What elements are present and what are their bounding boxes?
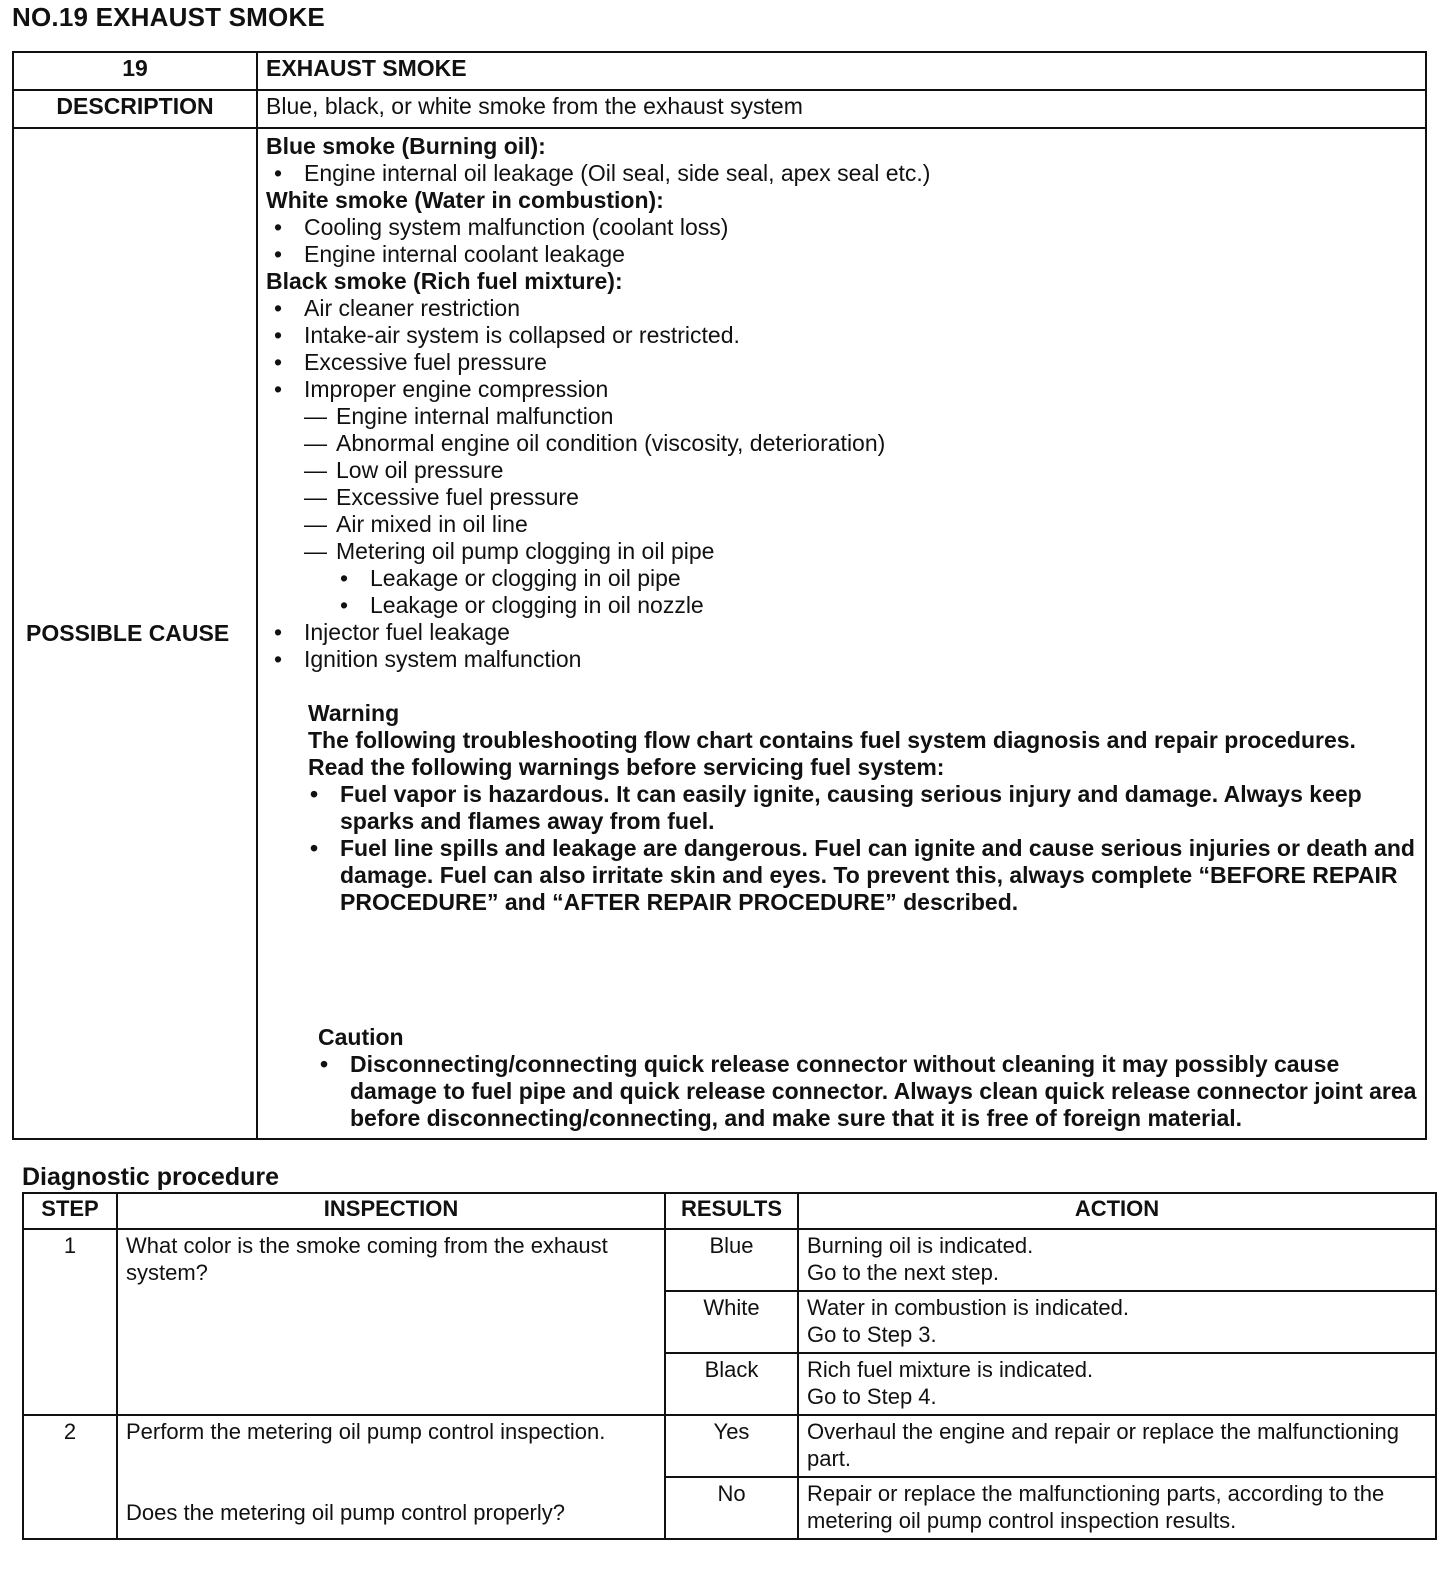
list-item: • Engine internal coolant leakage [266,241,1417,268]
action-line: Burning oil is indicated. [807,1233,1034,1258]
caution-item: • Disconnecting/connecting quick release connector without cleaning it may possibly cause damage to fuel pipe and quick release connector. Always clean quick release connector joint area before disconnecting/connecting, and make sure that it is free of foreign material. [318,1051,1417,1132]
list-item: • Engine internal oil leakage (Oil seal, side seal, apex seal etc.) [266,160,1417,187]
warning-block [308,700,1417,916]
list-item: • Excessive fuel pressure [266,349,1417,376]
warning-item: • Fuel line spills and leakage are dangerous. Fuel can ignite and cause serious injuries or death and damage. Fuel can also irritate skin and eyes. To prevent this, always complete “BEFORE REPAIR PROCEDURE” and “AFTER REPAIR PROCEDURE” described. [308,835,1417,916]
warning-intro: The following troubleshooting flow chart contains fuel system diagnosis and repair procedures. Read the following warnings before servicing fuel system: [308,727,1356,780]
step-number: 1 [23,1229,117,1415]
action-line: Go to the next step. [807,1260,1000,1285]
warning-title: Warning [308,700,400,726]
step-header: STEP [23,1193,117,1229]
action-cell: Repair or replace the malfunctioning parts, according to the metering oil pump control inspection results. [798,1477,1436,1539]
warning-list [308,781,1417,916]
black-smoke-heading: Black smoke (Rich fuel mixture): [266,268,623,294]
action-line: Water in combustion is indicated. [807,1295,1129,1320]
dash-item [266,538,1417,565]
result-value: White [665,1291,798,1353]
result-value: Blue [665,1229,798,1291]
dash-item-text: Engine internal malfunction [336,403,614,429]
dash-item [266,430,1417,457]
blue-smoke-heading: Blue smoke (Burning oil): [266,133,546,159]
action-header: ACTION [798,1193,1436,1229]
table-row [23,1415,1436,1477]
list-item: • Air cleaner restriction [266,295,1417,322]
procedure-title: Diagnostic procedure [22,1163,279,1191]
caution-block [318,1024,1417,1132]
dash-item [266,484,1417,511]
step-question: Does the metering oil pump control properly? [126,1500,566,1525]
possible-cause-content [257,128,1426,1139]
dash-glyph: — [304,457,327,483]
symptom-number: 19 [13,52,257,90]
result-value: Black [665,1353,798,1415]
results-header: RESULTS [665,1193,798,1229]
list-item: • Cooling system malfunction (coolant loss) [266,214,1417,241]
blue-smoke-list [266,160,1417,187]
list-item: • Ignition system malfunction [266,646,1417,673]
sub-bullet-item: • Leakage or clogging in oil nozzle [266,592,1417,619]
dash-item [266,457,1417,484]
list-item: • Intake-air system is collapsed or restricted. [266,322,1417,349]
action-line: Go to Step 4. [807,1384,937,1409]
action-cell [798,1353,1436,1415]
action-cell: Overhaul the engine and repair or replace the malfunctioning part. [798,1415,1436,1477]
white-smoke-list [266,214,1417,268]
page-title: NO.19 EXHAUST SMOKE [12,2,325,32]
table-row [23,1229,1436,1291]
description-text: Blue, black, or white smoke from the exhaust system [257,90,1426,128]
procedure-header-row [23,1193,1436,1229]
dash-item-text: Air mixed in oil line [336,511,528,537]
dash-item-text: Low oil pressure [336,457,504,483]
step-number: 2 [23,1415,117,1539]
warning-item: • Fuel vapor is hazardous. It can easily ignite, causing serious injury and damage. Always keep sparks and flames away from fuel. [308,781,1417,835]
action-cell [798,1291,1436,1353]
symptom-summary-table [12,51,1427,1140]
black-smoke-list [266,295,1417,673]
dash-item-text: Metering oil pump clogging in oil pipe [336,538,715,564]
white-smoke-heading: White smoke (Water in combustion): [266,187,664,213]
symptom-name: EXHAUST SMOKE [257,52,1426,90]
dash-item [266,403,1417,430]
step-inspection-cell [117,1415,665,1539]
list-item: • Improper engine compression [266,376,1417,403]
dash-glyph: — [304,403,327,429]
step-inspection: What color is the smoke coming from the exhaust system? [117,1229,665,1415]
dash-glyph: — [304,511,327,537]
action-line: Rich fuel mixture is indicated. [807,1357,1094,1382]
action-cell [798,1229,1436,1291]
result-value: No [665,1477,798,1539]
summary-header-row [13,52,1426,90]
description-row [13,90,1426,128]
dash-item-text: Abnormal engine oil condition (viscosity, deterioration) [336,430,886,456]
list-item: • Injector fuel leakage [266,619,1417,646]
diagnostic-procedure-table [22,1192,1437,1540]
possible-cause-label: POSSIBLE CAUSE [13,128,257,1139]
dash-item [266,511,1417,538]
dash-glyph: — [304,430,327,456]
result-value: Yes [665,1415,798,1477]
dash-item-text: Excessive fuel pressure [336,484,579,510]
caution-list [318,1051,1417,1132]
sub-bullet-item: • Leakage or clogging in oil pipe [266,565,1417,592]
description-label: DESCRIPTION [13,90,257,128]
possible-cause-row [13,128,1426,1139]
inspection-header: INSPECTION [117,1193,665,1229]
step-inspection: Perform the metering oil pump control inspection. [126,1419,606,1444]
caution-title: Caution [318,1024,404,1050]
action-line: Go to Step 3. [807,1322,937,1347]
dash-glyph: — [304,538,327,564]
dash-glyph: — [304,484,327,510]
